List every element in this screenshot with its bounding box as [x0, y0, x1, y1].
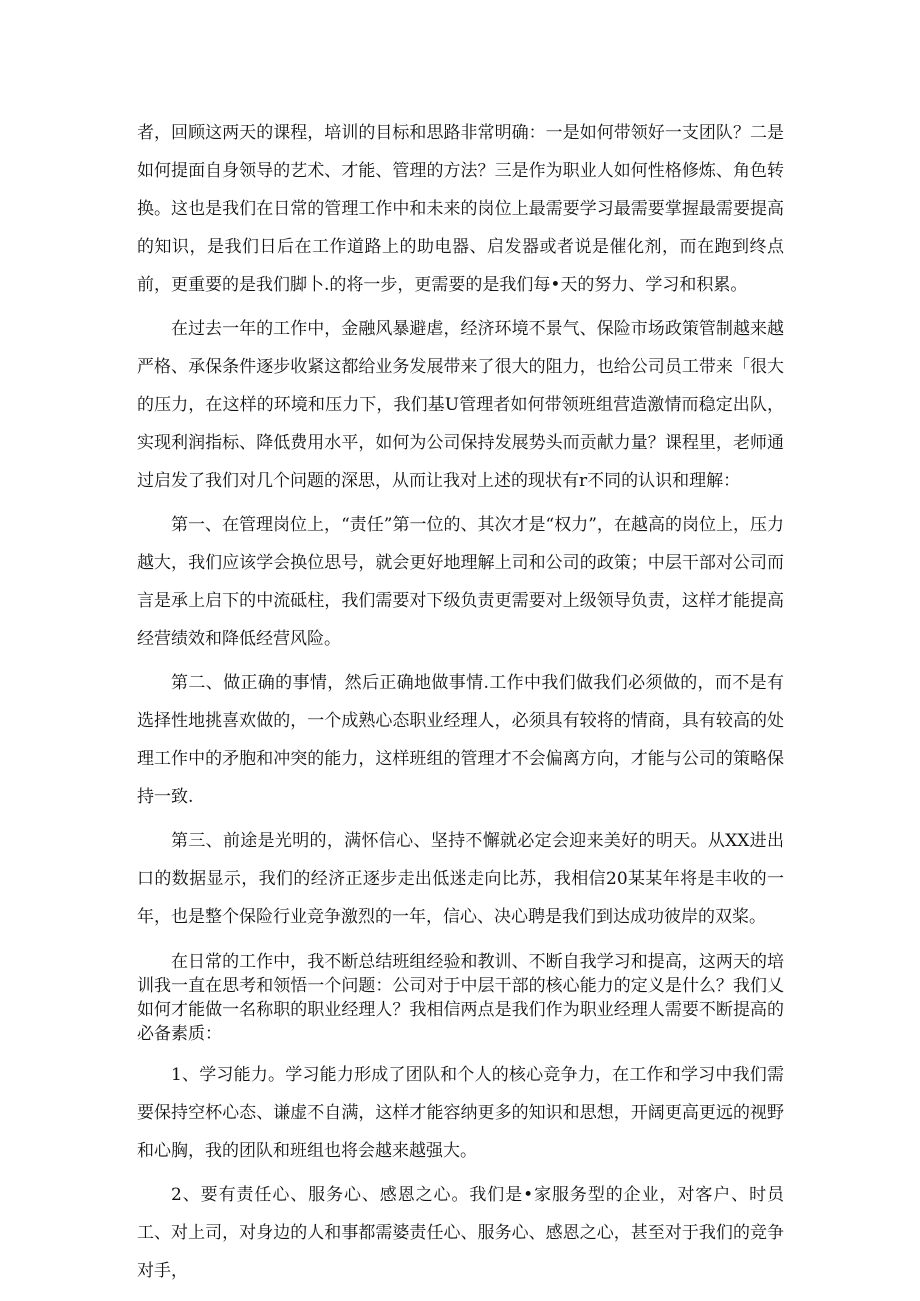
- document-body: [137, 114, 784, 1290]
- paragraph-daily-work: 在日常的工作中，我不断总结班组经验和教训、不断自我学习和提高，这两天的培训我一直在思考和领悟一个问题：公司对于中层干部的核心能力的定义是什么？我们乂如何才能做一名称职的职业经理人？我相信两点是我们作为职业经理人需要不断提高的必备素质：: [137, 952, 784, 1044]
- paragraph-past-year: 在过去一年的工作中，金融风暴避虐，经济环境不景气、保险市场政策管制越来越严格、承保条件逐步收紧这都给业务发展带来了很大的阻力，也给公司员工带来「很大的压力，在这样的环境和压力下，我们基U管理者如何带领班组营造激情而稳定出队，实现利润指标、降低费用水平，如何为公司保持发展势头而贡献力量？课程里，老师通过启发了我们对几个问题的深思，从而让我对上述的现状有r不同的认识和理解：: [137, 319, 784, 491]
- paragraph-continuation: 者，回顾这两天的课程，培训的目标和思路非常明确：一是如何带领好一支团队？二是如何提面自身领导的艺术、才能、管理的方法？三是作为职业人如何性格修炼、角色转换。这也是我们在日常的管理工作中和未来的岗位上最需要学习最需要掌握最需要提高的知识，是我们日后在工作道路上的助电器、启发器或者说是催化剂，而在跑到终点前，更重要的是我们脚卜.的将一步，更需要的是我们每•天的努力、学习和积累。: [137, 123, 784, 295]
- paragraph-learning-ability: 1、学习能力。学习能力形成了团队和个人的核心竞争力，在工作和学习中我们需要保持空杯心态、谦虚不自满，这样才能容纳更多的知识和思想，开阔更高更远的视野和心胸，我的团队和班组也将会越来越强大。: [137, 1065, 784, 1161]
- paragraph-point-one: 第一、在管理岗位上，“责任”第一位的、其次才是“权力”，在越高的岗位上，压力越大，我们应该学会换位思号，就会更好地理解上司和公司的政策；中层干部对公司而言是承上启下的中流砥柱，我们需要对下级负责更需要对上级领导负责，这样才能提高经营绩效和降低经营风险。: [137, 515, 784, 649]
- paragraph-point-two: 第二、做正确的事情，然后正确地做事情.工作中我们做我们必须做的，而不是有选择性地挑喜欢做的，一个成熟心态职业经理人，必须具有较将的情商，具有较高的处理工作中的矛胞和冲突的能力，这样班组的管理才不会偏离方向，才能与公司的策略保持一致.: [137, 673, 784, 807]
- paragraph-point-three: 第三、前途是光明的，满怀信心、坚持不懈就必定会迎来美好的明天。从XX进出口的数据显示，我们的经济正逐步走出低迷走向比苏，我相信20某某年将是丰收的一年，也是整个保险行业竞争激烈的一年，信心、决心聘是我们到达成功彼岸的双桨。: [137, 831, 784, 927]
- paragraph-responsibility: 2、要有责任心、服务心、感恩之心。我们是•家服务型的企业，对客户、时员工、对上司，对身边的人和事都需婆责任心、服务心、感恩之心，甚至对于我们的竞争对手，: [137, 1185, 784, 1281]
